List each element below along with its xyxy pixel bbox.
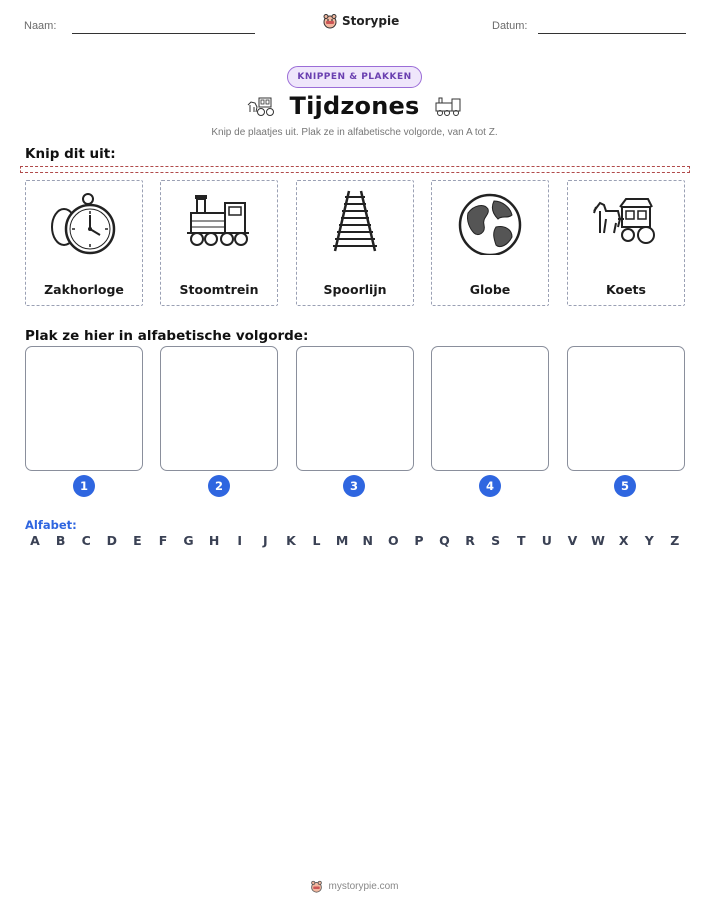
paste-box-4[interactable] bbox=[431, 346, 549, 471]
cut-card-zakhorloge[interactable] bbox=[25, 180, 143, 306]
alphabet-letter: D bbox=[106, 533, 117, 548]
alphabet-letter: A bbox=[30, 533, 40, 548]
number-badge-2: 2 bbox=[208, 475, 230, 497]
cut-card-label: Stoomtrein bbox=[179, 282, 259, 297]
alphabet-letter: F bbox=[158, 533, 168, 548]
date-line[interactable] bbox=[538, 33, 686, 34]
footer-url[interactable]: mystorypie.com bbox=[328, 881, 399, 892]
alphabet-letter: U bbox=[541, 533, 552, 548]
alphabet-letter: T bbox=[517, 533, 526, 548]
cut-card-globe[interactable] bbox=[431, 180, 549, 306]
alphabet-letter: J bbox=[263, 533, 268, 548]
cut-line bbox=[20, 166, 690, 173]
alphabet-letter: O bbox=[387, 533, 399, 548]
cut-card-label: Spoorlijn bbox=[323, 282, 387, 297]
storypie-mascot-icon bbox=[310, 880, 323, 893]
alphabet-letter: N bbox=[362, 533, 373, 548]
alphabet-letter: G bbox=[183, 533, 194, 548]
alphabet-letter: S bbox=[491, 533, 501, 548]
alphabet-title: Alfabet: bbox=[25, 518, 77, 532]
alphabet-letter: W bbox=[591, 533, 605, 548]
alphabet-letter: H bbox=[208, 533, 220, 548]
alphabet-letter: Q bbox=[439, 533, 450, 548]
alphabet-row bbox=[25, 533, 685, 548]
steam-train-icon bbox=[433, 95, 463, 117]
alphabet-letter: I bbox=[237, 533, 243, 548]
alphabet-letter: Z bbox=[670, 533, 680, 548]
alphabet-letter: X bbox=[618, 533, 629, 548]
alphabet-letter: C bbox=[81, 533, 91, 548]
paste-section-title: Plak ze hier in alfabetische volgorde: bbox=[25, 328, 309, 344]
alphabet-letter: K bbox=[286, 533, 296, 548]
alphabet-letter: P bbox=[414, 533, 424, 548]
brand-logo bbox=[322, 13, 399, 29]
cut-card-stoomtrein[interactable] bbox=[160, 180, 278, 306]
alphabet-letter: R bbox=[465, 533, 475, 548]
alphabet-letter: E bbox=[133, 533, 142, 548]
title-row bbox=[0, 92, 709, 120]
storypie-mascot-icon bbox=[322, 13, 338, 29]
horse-carriage-icon bbox=[590, 189, 662, 255]
steam-train-icon bbox=[183, 189, 255, 255]
alphabet-letter: L bbox=[312, 533, 321, 548]
cut-card-koets[interactable] bbox=[567, 180, 685, 306]
paste-box-3[interactable] bbox=[296, 346, 414, 471]
name-line[interactable] bbox=[72, 33, 255, 34]
cut-card-label: Zakhorloge bbox=[44, 282, 124, 297]
alphabet-letter: Y bbox=[644, 533, 654, 548]
paste-box-1[interactable] bbox=[25, 346, 143, 471]
alphabet-letter: B bbox=[55, 533, 66, 548]
pocket-watch-icon bbox=[48, 189, 120, 255]
page-title: Tijdzones bbox=[289, 92, 420, 120]
alphabet-letter: M bbox=[335, 533, 349, 548]
paste-box-2[interactable] bbox=[160, 346, 278, 471]
name-label: Naam: bbox=[24, 20, 57, 32]
brand-name: Storypie bbox=[342, 14, 400, 28]
number-badge-5: 5 bbox=[614, 475, 636, 497]
activity-badge: KNIPPEN & PLAKKEN bbox=[287, 66, 422, 88]
number-badge-4: 4 bbox=[479, 475, 501, 497]
instructions: Knip de plaatjes uit. Plak ze in alfabetische volgorde, van A tot Z. bbox=[211, 127, 498, 138]
footer bbox=[0, 880, 709, 893]
globe-icon bbox=[454, 189, 526, 255]
date-label: Datum: bbox=[492, 20, 528, 32]
horse-carriage-icon bbox=[246, 95, 276, 117]
number-badge-3: 3 bbox=[343, 475, 365, 497]
cut-card-label: Globe bbox=[469, 282, 511, 297]
cut-card-spoorlijn[interactable] bbox=[296, 180, 414, 306]
paste-box-5[interactable] bbox=[567, 346, 685, 471]
number-badge-1: 1 bbox=[73, 475, 95, 497]
railway-track-icon bbox=[319, 189, 391, 255]
cut-section-title: Knip dit uit: bbox=[25, 146, 116, 162]
cut-card-label: Koets bbox=[606, 282, 646, 297]
alphabet-letter: V bbox=[567, 533, 578, 548]
